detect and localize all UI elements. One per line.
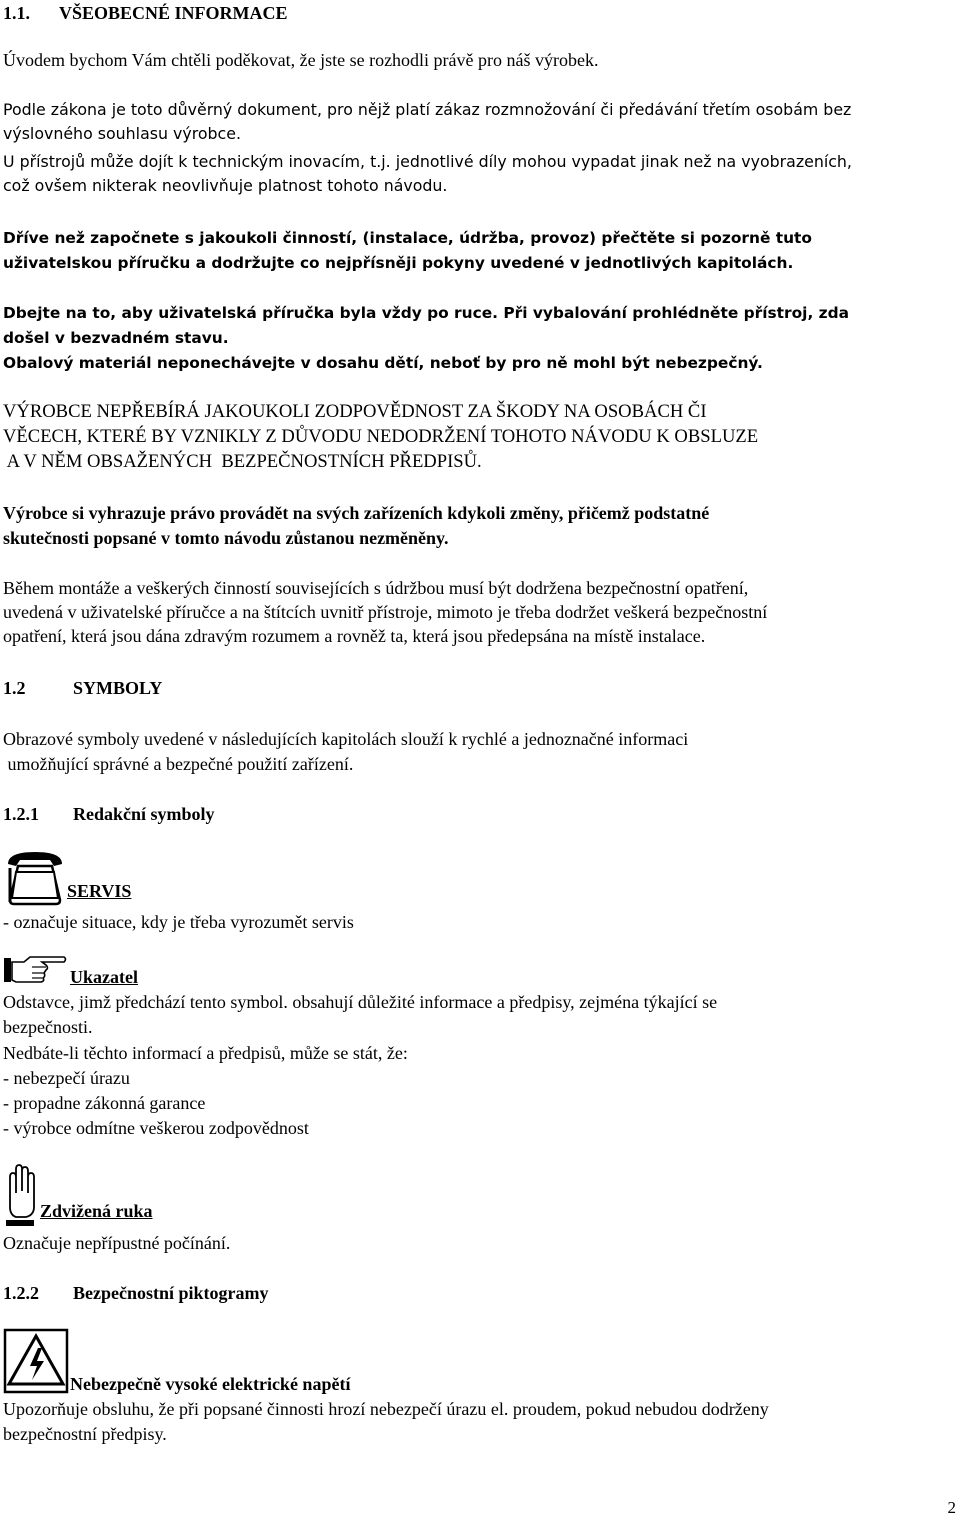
section-heading-1-2 — [3, 677, 162, 699]
law-line-3: U přístrojů může dojít k technickým inovacím, t.j. jednotlivé díly mohou vypadat jinak než na vyobrazeních, — [3, 152, 852, 171]
safety-line-2: uvedená v uživatelské příručce a na štítcích uvnitř přístroje, mimoto je třeba dodržet veškerá bezpečnostní — [3, 602, 768, 622]
rights-line-2: skutečnosti popsané v tomto návodu zůstanou nezměněny. — [3, 528, 449, 548]
ruka-text: Označuje nepřípustné počínání. — [3, 1233, 231, 1253]
symbols-intro-line-2: umožňující správné a bezpečné použití zařízení. — [3, 754, 354, 774]
page-number: 2 — [947, 1498, 956, 1517]
ukazatel-line-3: Nedbáte-li těchto informací a předpisů, může se stát, že: — [3, 1043, 408, 1063]
ukazatel-line-6: - výrobce odmítne veškerou zodpovědnost — [3, 1118, 309, 1138]
intro-paragraph: Úvodem bychom Vám chtěli poděkovat, že jste se rozhodli právě pro náš výrobek. — [3, 50, 599, 70]
law-line-1: Podle zákona je toto důvěrný dokument, pro nějž platí zákaz rozmnožování či předávání třetím osobám bez — [3, 100, 852, 119]
section-number: 1.2 — [3, 678, 26, 698]
section-number: 1.2.2 — [3, 1283, 39, 1303]
telephone-icon — [4, 846, 66, 908]
ukazatel-line-4: - nebezpečí úrazu — [3, 1068, 130, 1088]
law-line-4: což ovšem nikterak neovlivňuje platnost tohoto návodu. — [3, 176, 448, 195]
safety-line-1: Během montáže a veškerých činností souvisejících s údržbou musí být dodržena bezpečnostní opatření, — [3, 578, 749, 598]
servis-text: - označuje situace, kdy je třeba vyrozumět servis — [3, 912, 354, 932]
servis-title: SERVIS — [67, 881, 132, 901]
ukazatel-title: Ukazatel — [70, 967, 138, 987]
voltage-line-1: Upozorňuje obsluhu, že při popsané činnosti hrozí nebezpečí úrazu el. proudem, pokud nebudou dodrženy — [3, 1399, 769, 1419]
law-line-2: výslovného souhlasu výrobce. — [3, 124, 241, 143]
before-line-2: uživatelskou příručku a dodržujte co nejpřísněji pokyny uvedené v jednotlivých kapitolách. — [3, 254, 794, 272]
pointing-hand-icon — [2, 954, 68, 986]
ruka-title: Zdvižená ruka — [40, 1201, 153, 1221]
section-title: SYMBOLY — [73, 678, 163, 698]
liability-line-3: A V NĚM OBSAŽENÝCH BEZPEČNOSTNÍCH PŘEDPISŮ. — [3, 451, 482, 472]
section-heading-1-1 — [3, 2, 288, 24]
ukazatel-line-5: - propadne zákonná garance — [3, 1093, 206, 1113]
section-title: VŠEOBECNÉ INFORMACE — [59, 3, 288, 23]
care-line-2: došel v bezvadném stavu. — [3, 329, 229, 347]
ukazatel-line-2: bezpečnosti. — [3, 1017, 93, 1037]
section-heading-1-2-1 — [3, 803, 215, 825]
rights-line-1: Výrobce si vyhrazuje právo provádět na svých zařízeních kdykoli změny, přičemž podstatné — [3, 503, 710, 523]
liability-line-2: VĚCECH, KTERÉ BY VZNIKLY Z DŮVODU NEDODRŽENÍ TOHOTO NÁVODU K OBSLUZE — [3, 426, 759, 447]
voltage-title: Nebezpečně vysoké elektrické napětí — [70, 1374, 351, 1394]
section-title: Redakční symboly — [73, 804, 215, 824]
ukazatel-line-1: Odstavce, jimž předchází tento symbol. obsahují důležité informace a předpisy, zejména týkající se — [3, 992, 718, 1012]
voltage-line-2: bezpečnostní předpisy. — [3, 1424, 167, 1444]
raised-hand-icon — [2, 1163, 40, 1229]
safety-line-3: opatření, která jsou dána zdravým rozumem a rovněž ta, která jsou předepsána na místě instalace. — [3, 626, 706, 646]
care-line-1: Dbejte na to, aby uživatelská příručka byla vždy po ruce. Při vybalování prohlédněte přístroj, zda — [3, 304, 850, 322]
liability-line-1: VÝROBCE NEPŘEBÍRÁ JAKOUKOLI ZODPOVĚDNOST ZA ŠKODY NA OSOBÁCH ČI — [3, 401, 707, 422]
section-heading-1-2-2 — [3, 1282, 269, 1304]
before-line-1: Dříve než započnete s jakoukoli činností, (instalace, údržba, provoz) přečtěte si pozorně tuto — [3, 229, 812, 247]
high-voltage-icon — [3, 1328, 69, 1394]
section-number: 1.1. — [3, 3, 30, 23]
care-line-3: Obalový materiál neponechávejte v dosahu dětí, neboť by pro ně mohl být nebezpečný. — [3, 354, 763, 372]
section-title: Bezpečnostní piktogramy — [73, 1283, 269, 1303]
symbols-intro-line-1: Obrazové symboly uvedené v následujících kapitolách slouží k rychlé a jednoznačné informaci — [3, 729, 689, 749]
section-number: 1.2.1 — [3, 804, 39, 824]
